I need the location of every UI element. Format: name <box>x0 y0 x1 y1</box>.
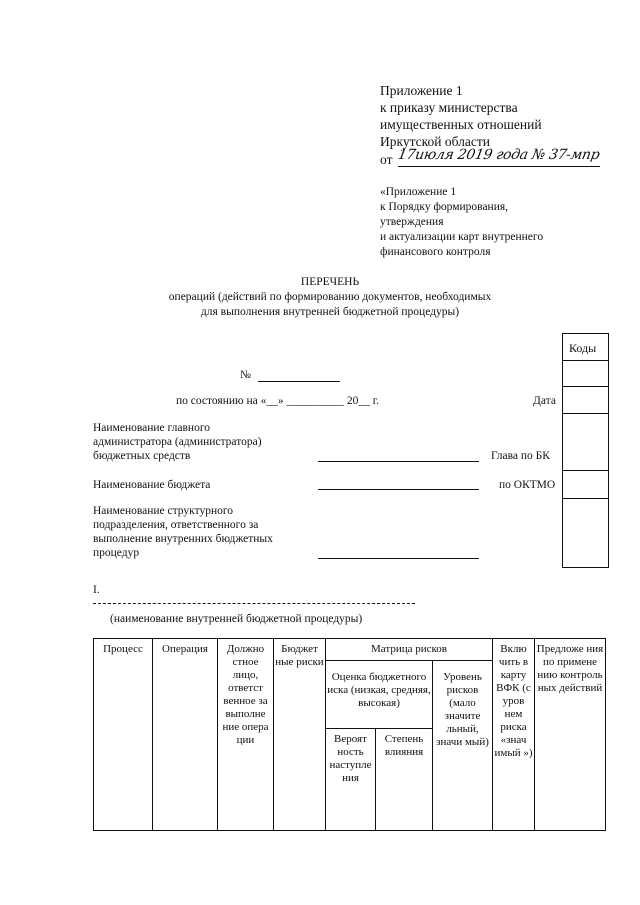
codes-box <box>562 333 609 568</box>
admin-label-3: бюджетных средств <box>93 450 191 462</box>
doc-subtitle-1: операций (действий по формированию документов, необходимых <box>168 291 492 303</box>
appendix2-line-4: и актуализации карт внутреннего <box>380 231 544 243</box>
codes-row-divider <box>563 498 608 499</box>
admin-label-2: администратора (администратора) <box>93 436 262 448</box>
admin-underline <box>318 461 479 462</box>
number-underline <box>258 381 340 382</box>
col-risk-matrix: Матрица рисков <box>326 639 493 661</box>
appendix2-line-5: финансового контроля <box>380 246 491 258</box>
appendix2-line-1: «Приложение 1 <box>380 186 457 198</box>
col-proposals: Предложе ния по примене нию контроль ных действий <box>535 639 606 831</box>
col-include: Вклю чить в карту ВФК (с уров нем риска «знач имый ») <box>493 639 535 831</box>
codes-row-divider <box>563 470 608 471</box>
col-risks: Бюджет ные риски <box>274 639 326 831</box>
appendix-line-4: Иркутской области <box>380 134 491 149</box>
appendix-line-1: Приложение 1 <box>380 83 463 98</box>
codes-row-divider <box>563 360 608 361</box>
unit-label-3: выполнение внутренних бюджетных <box>93 533 273 545</box>
section-number: I. <box>93 584 100 596</box>
codes-label: Коды <box>569 341 597 355</box>
operations-table <box>93 638 606 831</box>
handwritten-date-text: 17июля 2019 года № 37-мпр <box>396 147 601 163</box>
budget-underline <box>318 489 479 490</box>
col-assessment: Оценка бюджетного иска (низкая, средняя, высокая) <box>326 661 433 729</box>
handwritten-date <box>398 146 599 164</box>
codes-row-divider <box>563 413 608 414</box>
unit-underline <box>318 558 479 559</box>
codes-row-divider <box>563 386 608 387</box>
admin-label-1: Наименование главного <box>93 422 211 434</box>
as-of-date: по состоянию на «__» __________ 20__ г. <box>176 395 380 407</box>
col-operation: Операция <box>153 639 218 831</box>
appendix-line-3: имущественных отношений <box>380 117 542 132</box>
unit-label-4: процедур <box>93 547 140 559</box>
section-dashed-line <box>93 603 415 604</box>
doc-subtitle-2: для выполнения внутренней бюджетной процедуры) <box>200 306 460 318</box>
col-risk-level: Уровень рисков (мало значите льный, значи мый) <box>433 661 493 831</box>
appendix2-line-2: к Порядку формирования, <box>380 201 509 213</box>
col-impact: Степень влияния <box>376 729 433 831</box>
col-official: Должно стное лицо, ответст венное за выполне ние опера ции <box>218 639 274 831</box>
appendix-line-2: к приказу министерства <box>380 100 518 115</box>
budget-label: Наименование бюджета <box>93 479 211 491</box>
date-underline <box>398 166 600 167</box>
appendix2-line-3: утверждения <box>380 216 444 228</box>
bk-label: Глава по БК <box>491 450 550 462</box>
col-probability: Вероят ность наступле ния <box>326 729 376 831</box>
unit-label-1: Наименование структурного <box>93 505 234 517</box>
oktmo-label: по ОКТМО <box>499 479 556 491</box>
section-caption: (наименование внутренней бюджетной процедуры) <box>110 613 363 625</box>
date-label: Дата <box>533 395 556 407</box>
unit-label-2: подразделения, ответственного за <box>93 519 259 531</box>
appendix-from: от <box>380 152 393 167</box>
col-process: Процесс <box>94 639 153 831</box>
doc-title: ПЕРЕЧЕНЬ <box>300 276 360 288</box>
number-label: № <box>240 369 251 381</box>
